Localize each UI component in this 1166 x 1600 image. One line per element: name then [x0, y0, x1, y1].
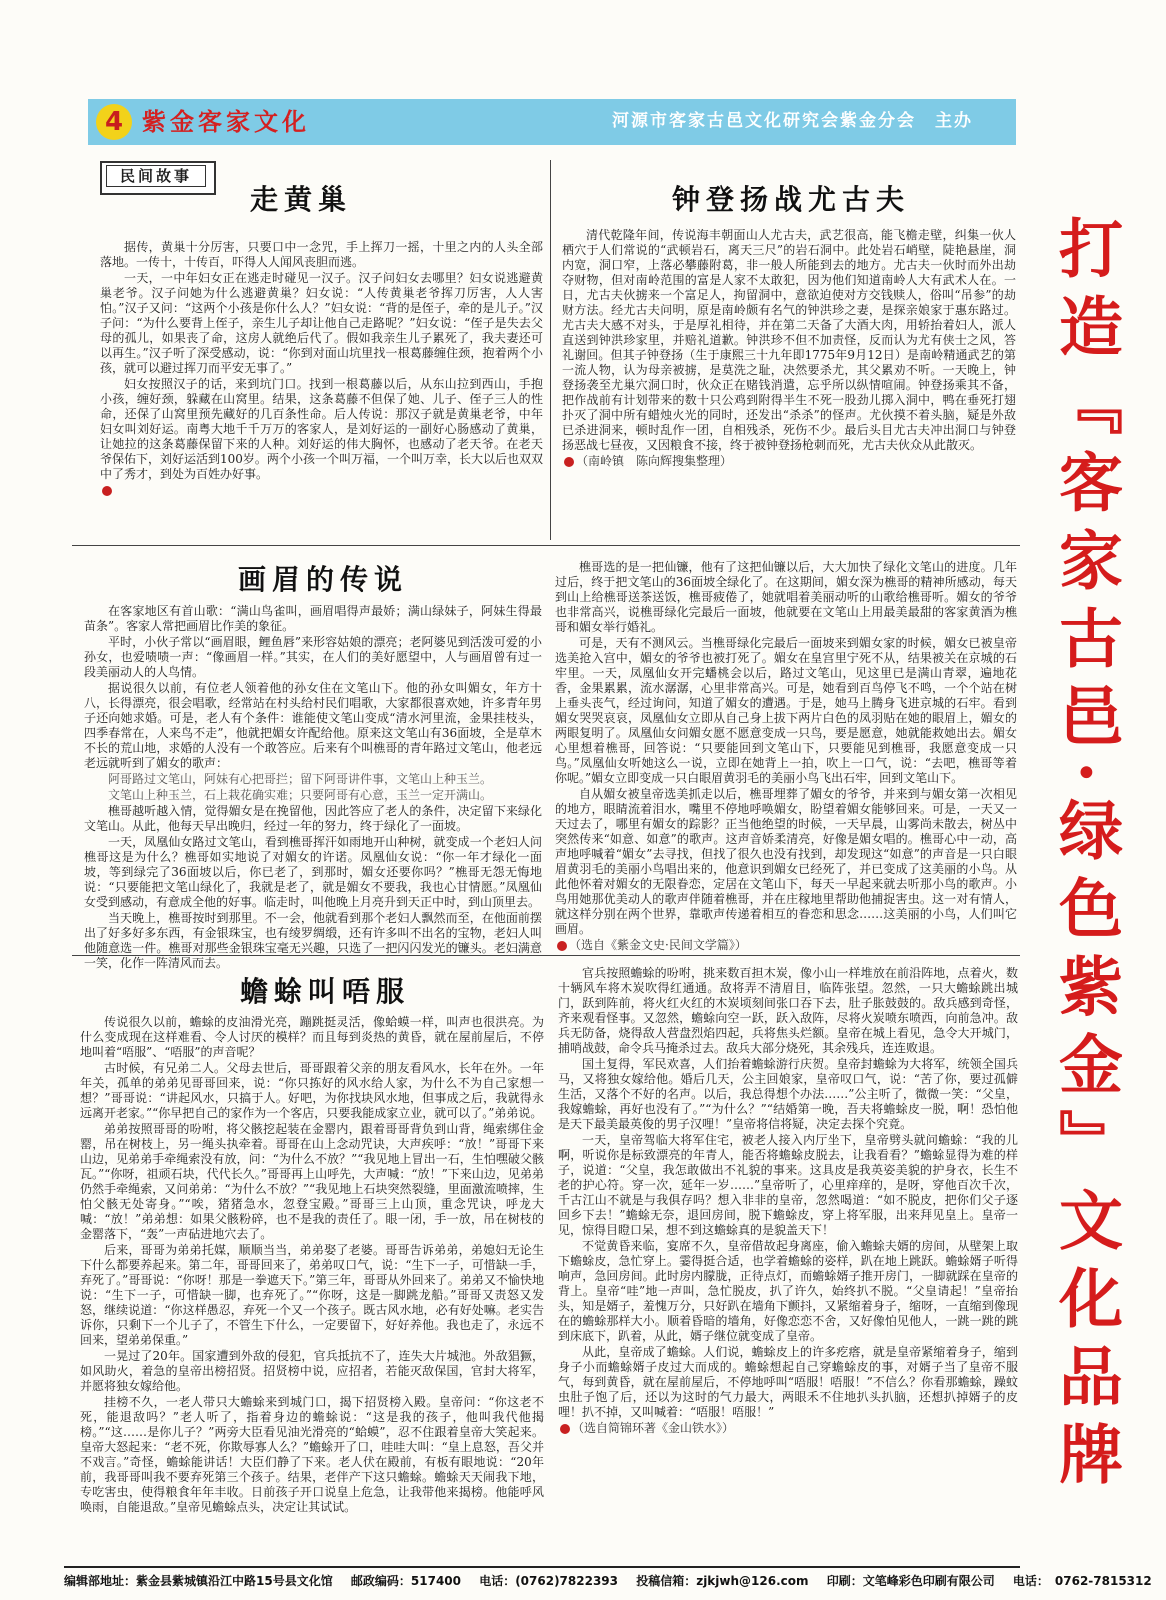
- article-body-huamei-left: [84, 604, 542, 972]
- footer: [64, 1570, 1152, 1592]
- paragraph: 弟弟按照哥哥的吩咐，将父骸挖起装在金罂内，跟着哥哥背负到山背，绳索绑住金罂，吊在树枝上，另一绳头执牵着。哥哥在山上念动咒诀，大声疾呼：“放！”哥哥下来山边，见弟弟手牵绳索没有放，问：“为什么不放？”“我见地上冒出一石，生怕嘿破父骸瓦。”“你呀，祖顽石块，代代长久。”哥哥再上山呼先，大声喊：“放！”下来山边，见弟弟仍然手牵绳索，又问弟弟：“为什么不放？”“我见地上石块突然裂缝，里面激流喷摔，生怕父骸无处寄身。”“唉，猪猪急水，忽登宝殿。”哥哥三上山顶，重念咒诀，呼龙大喊：“放！”弟弟想：如果父骸粉碎，也不是我的责任了。眼一闭，手一放，吊在树枝的金罂落下，“轰”一声砧进地穴去了。: [80, 1122, 544, 1241]
- article-body-chanchu-left: [80, 1015, 544, 1516]
- paragraph: 据说很久以前，有位老人领着他的孙女住在文笔山下。他的孙女叫媚女，年方十八，长得漂亮，很会唱歌，经常站在村头给村民们唱歌，大家都很喜欢她，许多青年男子还向她求婚。可是，老人有个条件：谁能使文笔山变成“清水河里流，金果挂枝头，四季春常在，人来鸟不走”，他就把媚女许配给他。原来这文笔山有36面坡，全是草木不长的荒山地，求婚的人没有一个敢答应。后来有个叫樵哥的青年路过文笔山，他老远老远就听到了媚女的歌声：: [84, 681, 542, 770]
- paragraph: 一晃过了20年。国家遭到外敌的侵犯，官兵抵抗不了，连失大片城池。外敌猖獗，如风助火，着急的皇帝出榜招贤。招贤榜中说，应招者，若能灭敌保国，官封大将军，并愿将独女嫁给他。: [80, 1349, 544, 1393]
- article-body-huamei-right: [555, 560, 1017, 953]
- footer-email: 投稿信箱：zjkjwh@126.com: [636, 1574, 809, 1588]
- page-title: 紫金客家文化: [142, 107, 310, 136]
- footer-printer: 印刷：文笔峰彩色印刷有限公司: [826, 1574, 995, 1588]
- footer-phone: 电话：(0762)7822393: [479, 1574, 619, 1588]
- paragraph: 当天晚上，樵哥按时到那里。不一会，他就看到那个老妇人飘然而至，在他面前摆出了好多好多东西，有金银珠宝，也有绫罗绸缎，还有许多叫不出名的宝物，老妇人叫他随意选一件。樵哥对那些金银珠宝毫无兴趣，只选了一把闪闪发光的镰头。老妇满意一笑，化作一阵清风而去。: [84, 911, 542, 970]
- column-divider-top: [550, 160, 551, 540]
- paragraph: 平时，小伙子常以“画眉眼，鲤鱼唇”来形容姑娘的漂亮；老阿婆见到活泼可爱的小孙女，也爱啧啧一声：“像画眉一样。”其实，在人们的美好愿望中，人与画眉曾有过一段美丽动人的人鸟情。: [84, 635, 542, 679]
- paragraph: 传说很久以前，蟾蜍的皮油滑光亮，蹦跳挺灵活，像蛤蟆一样，叫声也很洪亮。为什么变成现在这样难看、令人讨厌的模样？而且每到炎热的黄昏，就在屋前屋后，不停地叫着“唔服”、“唔服”的声音呢？: [80, 1015, 544, 1059]
- paragraph: 一天，皇帝驾临大将军住宅，被老人接入内厅坐下，皇帝劈头就问蟾蜍：“我的儿啊，听说你是标致漂亮的年青人，能否将蟾蜍皮脱去，让我看看？”蟾蜍显得为难的样子，说道：“父皇，我怎敢做出不礼貌的事来。这具皮是我英姿美貌的护身衣，长生不老的护心符。穿一次，延年一岁……”皇帝听了，心里痒痒的，是呀，穿他百次千次，千古江山不就是与我俱存吗？想入非非的皇帝，忽然喝道：“如不脱皮，把你们父子逐回乡下去！”蟾蜍无奈，退回房间，脱下蟾蜍皮，穿上将军服，出来拜见皇上。皇帝一见，惊得目瞪口呆，想不到这蟾蜍真的是貌盖天下！: [558, 1133, 1018, 1237]
- paragraph: 自从媚女被皇帝选美抓走以后，樵哥埋葬了媚女的爷爷，并来到与媚女第一次相见的地方，眼睛流着泪水，嘴里不停地呼唤媚女，盼望着媚女能够回来。可是，一天又一天过去了，哪里有媚女的踪影？正当他绝望的时候，一天早晨，山雾尚未散去，树丛中突然传来“如意、如意”的歌声。这声音娇柔清亮，好像是媚女唱的。樵哥心中一动，高声地呼喊着“媚女”去寻找，但找了很久也没有找到，却发现这“如意”的声音是一只白眼眉黄羽毛的美丽小鸟唱出来的，他意识到媚女已经死了，并已变成了这美丽的小鸟。从此他怀着对媚女的无限眷恋，定居在文笔山下，每天一早起来就去听那小鸟的歌声。小鸟用她那优美动人的歌声伴随着樵哥，并在庄稼地里帮助他捕捉害虫。这一对有情人，就这样分别在两个世界，靠歌声传递着相互的眷恋和思念……这美丽的小鸟，人们叫它画眉。: [555, 787, 1017, 936]
- margin-slogan: 打造『客家古邑·绿色紫金』文化品牌: [1048, 215, 1123, 1500]
- end-mark-icon: [560, 1424, 570, 1434]
- footer-rule: [64, 1566, 1020, 1568]
- paragraph: 一天，凤凰仙女路过文笔山，看到樵哥挥汗如雨地开山种树，就变成一个老妇人问樵哥这是为什么？樵哥如实地说了对媚女的许诺。凤凰仙女说：“你一年才绿化一面坡，等到绿完了36面坡以后，你已老了，到那时，媚女还要你吗？”樵哥无怨无悔地说：“只要能把文笔山绿化了，我就是老了，就是媚女不要我，我也心甘情愿。”凤凰仙女受到感动，有意成全他的好事。临走时，叫他晚上月亮升到天正中时，到山顶里去。: [84, 835, 542, 909]
- end-mark-icon: [557, 941, 567, 951]
- organizer-line: 河源市客家古邑文化研究会紫金分会 主办: [612, 111, 973, 131]
- article-body-zouhuangchao: [100, 240, 543, 498]
- paragraph: 挂榜不久，一老人带只大蟾蜍来到城门口，揭下招贤榜入殿。皇帝问：“你这老不死，能退敌吗？”老人听了，指着身边的蟾蜍说：“这是我的孩子，他叫我代他揭榜。”“这……是你儿子？”两旁大臣看见油光滑亮的“蛤蟆”，忍不住跟着皇帝大笑起来。皇帝大怒起来：“老不死，你欺辱寡人么？”蟾蜍开了口，哇哇大叫：“皇上息怒，吾父并不戏言。”奇怪，蟾蜍能讲话！大臣们静了下来。老人伏在殿前，有板有眼地说：“20年前，我哥哥叫我不要弃死第三个孩子。结果，老伴产下这只蟾蜍。蟾蜍天天闹我下地，专吃害虫，使得粮食年年丰收。日前孩子开口说皇上危急，让我带他来揭榜。他能呼风唤雨，自能退敌。”皇帝见蟾蜍点头，决定让其试试。: [80, 1395, 544, 1514]
- paragraph: 可是，天有不测风云。当樵哥绿化完最后一面坡来到媚女家的时候，媚女已被皇帝选美抢入宫中，媚女的爷爷也被打死了。媚女在皇宫里宁死不从，结果被关在京城的石牢里。一天，凤凰仙女开完蟠桃会以后，路过文笔山，见这里已是满山青翠，遍地花香，金果累累，流水潺潺，心里非常高兴。可是，她看到百鸟停飞不鸣，一个个站在树上垂头丧气，经过询问，知道了媚女的遭遇。于是，她马上腾身飞进京城的石牢。看到媚女哭哭哀哀，凤凰仙女立即从自己身上拔下两片白色的凤羽贴在她的眼眉上，媚女的两眼复明了。凤凰仙女问媚女愿不愿意变成一只鸟，要是愿意，她就能救她出去。媚女心里想着樵哥，回答说：“只要能回到文笔山下，只要能见到樵哥，我愿意变成一只鸟。”凤凰仙女听她这么一说，立即在她背上一拍，吹上一口气，说：“去吧，樵哥等着你呢。”媚女立即变成一只白眼眉黄羽毛的美丽小鸟飞出石牢，回到文笔山下。: [555, 636, 1017, 785]
- section-divider-1: [72, 545, 550, 546]
- paragraph: 不觉黄昏来临，宴席不久，皇帝借故起身离座，偷入蟾蜍夫婿的房间，从壁架上取下蟾蜍皮，急忙穿上。霎得挺合适，也学着蟾蜍的姿样，趴在地上跳跃。蟾蜍婿子听得响声，急回房间。此时房内朦胧，正待点灯，而蟾蜍婿子推开房门，一脚就踩在皇帝的背上。皇帝“哇”地一声叫，急忙脱皮，扒了许久，始终扒不脱。“父皇请起！”皇帝抬头，知是婿子，羞愧万分，只好趴在墙角下颤抖，又紧缩着身子，缩呀，一直缩到像现在的蟾蜍那样大小。顺着昏暗的墙角，好像恋恋不舍，又好像怕见他人，一跳一跳的跳到床底下，趴着，从此，婿子继位就变成了皇帝。: [558, 1239, 1018, 1343]
- paragraph: 后来，哥哥为弟弟托媒，顺顺当当，弟弟娶了老婆。哥哥告诉弟弟，弟媳妇无论生下什么都要养起来。第二年，哥哥回来了，弟弟叹口气，说：“生下一子，可惜缺一手，弃死了。”哥哥说：“你呀！那是一拳遮天下。”第三年，哥哥从外回来了。弟弟又不愉快地说：“生下一子，可惜缺一脚，也弃死了。”“你呀，这是一脚跳龙船。”哥哥又责怒又发怒，继续说道：“你这样愚忍，弃死一个又一个孩子。既古风水地，必有好处嘛。老实告诉你，只剩下一个儿子了，不管生下什么，一定要留下，好好养他。我也走了，永远不回来，望弟弟保重。”: [80, 1243, 544, 1347]
- paragraph: 樵哥越听越入情，觉得媚女是在挽留他，因此答应了老人的条件，决定留下来绿化文笔山。从此，他每天早出晚归，经过一年的努力，终于绿化了一面坡。: [84, 804, 542, 833]
- verse-line: 阿哥路过文笔山，阿妹有心把哥拦；留下阿哥讲件事，文笔山上种玉兰。: [108, 772, 493, 786]
- article-title-chanchu: 蟾蜍叫唔服: [240, 975, 411, 1008]
- article-body-zhongdengyang: [562, 228, 1016, 469]
- paragraph: 在客家地区有首山歌：“满山鸟雀叫，画眉唱得声最娇；满山绿妹子，阿妹生得最苗条”。客家人常把画眉比作美的象征。: [84, 604, 542, 633]
- footer-address: 编辑部地址：紫金县紫城镇沿江中路15号县文化馆: [64, 1574, 333, 1588]
- paragraph: 一天，一中年妇女正在逃走时碰见一汉子。汉子问妇女去哪里？妇女说逃避黄巢老爷。汉子问她为什么逃避黄巢？妇女说：“人传黄巢老爷挥刀厉害，人人害怕。”汉子又问：“这两个小孩是你什么人？”妇女说：“背的是侄子，牵的是儿子。”汉子问：“为什么要背上侄子，亲生儿子却让他自己走路呢？”妇女说：“侄子是失去父母的孤儿，如果丧了命，这房人就绝后代了。假如我亲生儿子累死了，我夫妻还可以再生。”汉子听了深受感动，说：“你到对面山坑里找一根葛藤缠住颈，抱着两个小孩，就可以避过挥刀而平安无事了。”: [100, 271, 543, 375]
- paragraph: 官兵按照蟾蜍的吩咐，挑来数百担木炭，像小山一样堆放在前沿阵地，点着火，数十辆风车将木炭吹得红通通。敌将弄不清眉目，临阵张望。忽然，一只大蟾蜍跳出城门，跃到阵前，将火红火红的木炭顷刻间张口吞下去，肚子胀鼓鼓的。敌兵感到奇怪，齐来观看怪事。又忽然，蟾蜍向空一跃，跃入敌阵，尽将火炭喷东喷西，向前急冲。敌兵无防备，烧得敌人营盘烈焰四起，兵将焦头烂额。皇帝在城上看见，急令大开城门，捕哨战鼓，命令兵马掩杀过去。敌兵大部分烧死，其余残兵，连连败退。: [558, 966, 1018, 1055]
- end-mark-icon: [102, 486, 112, 496]
- credit: （选自简锦环著《金山铁水》）: [572, 1421, 735, 1435]
- article-title-zouhuangchao: 走黄巢: [250, 183, 353, 216]
- column-badge: 民间故事: [106, 165, 206, 187]
- article-title-huamei: 画眉的传说: [238, 563, 409, 596]
- page-number: 4: [96, 104, 132, 140]
- paragraph: 清代乾隆年间，传说海丰朝面山人尤古夫，武艺很高，能飞檐走壁，纠集一伙人栖穴于人们常说的“武顿岩石，离天三尺”的岩石洞中。此处岩石峭壁，陡艳悬崖，洞内宽，洞口窄，上落必攀藤附葛，非一般人所能到去的地方。尤古夫一伙时而外出劫夺财物，但对南岭范围的富是人家不太敢犯，因为他们知道南岭人大有武术人在。一日，尤古夫伙掳来一个富足人，拘留洞中，意欲迫使对方交钱赎人，俗叫“吊参”的劫财方法。经尤古夫问明，原是南岭颇有名气的钟洪珍之妻，是探亲娘家于惠东路过。尤古夫大感不对头，于是厚礼相待，并在第二天备了大酒大肉，用轿抬着妇人，派人直送到钟洪珍家里，并赔礼道歉。钟洪珍不但不加责怪，反而认为尤有侠士之风，答礼谢回。但其子钟登扬（生于康熙三十九年即1775年9月12日）是南岭精通武艺的第一流人物，认为母亲被掳，是莫洗之耻，决然要杀尤，其父累劝不听。一天晚上，钟登扬袭至尤巢穴洞口时，伙众正在赌钱消遣，忘乎所以纵情喧闹。钟登扬乘其不备，把作战前有计划带来的数十只公鸡到附得半生不死一股劲儿掷入洞中，鸭在垂死打翅扑灭了洞中所有蜡烛火光的同时，还发出“杀杀”的怪声。尤伙摸不着头脑，疑是外敌已杀进洞来，顿时乱作一团，自相残杀，死伤不少。最后头目尤古夫冲出洞口与钟登扬恶战七昼夜，又因粮食不接，终于被钟登扬枪刺而死，尤古夫伙众从此散灭。: [562, 228, 1016, 452]
- footer-postcode: 邮政编码：517400: [350, 1574, 461, 1588]
- paragraph: 从此，皇帝成了蟾蜍。人们说，蟾蜍皮上的许多疙瘩，就是皇帝紧缩着身子，缩到身子小而蟾蜍婿子皮过大而成的。蟾蜍想起自己穿蟾蜍皮的事，对婿子当了皇帝不服气，每到黄昏，就在屋前屋后，不停地呼叫“唔服！唔服！”不信么？你看那蟾蜍，躁蚊虫肚子饱了后，还以为这时的气力最大，两眼禾不住地扒头扒脑，还想扒掉婿子的皮哩！扒不掉，又叫喊着：“唔服！唔服！”: [558, 1345, 1018, 1419]
- verse-line: 文笔山上种玉兰，石上栽花确实难；只要阿哥有心意，玉兰一定开满山。: [108, 788, 493, 802]
- article-title-zhongdengyang: 钟登扬战尤古夫: [672, 183, 911, 216]
- paragraph: 国土复得，军民欢喜，人们抬着蟾蜍游行庆贺。皇帝封蟾蜍为大将军，统领全国兵马，又将独女嫁给他。婚后几天，公主回娘家，皇帝叹口气，说：“苦了你，要过孤僻生活，又落个不好的名声。以后，我总得想个办法……”公主听了，微微一笑：“父皇，我嫁蟾蜍，再好也没有了。”“为什么？”“结婚第一晚，吾夫将蟾蜍皮一脱，啊！恐怕他是天下最美最英俊的男子汉哩！”皇帝将信将疑，决定去探个究竟。: [558, 1057, 1018, 1131]
- section-divider-1b: [550, 545, 1020, 546]
- paragraph: 樵哥选的是一把仙镰，他有了这把仙镰以后，大大加快了绿化文笔山的进度。几年过后，终于把文笔山的36面坡全绿化了。在这期间，媚女深为樵哥的精神所感动，每天到山上给樵哥送茶送饭，樵哥疲倦了，她就唱着美丽动听的山歌给樵哥听。媚女的爷爷也非常高兴，说樵哥绿化完最后一面坡，他就要在文笔山上用最美最甜的客家黄酒为樵哥和媚女举行婚礼。: [555, 560, 1017, 634]
- paragraph: 古时候，有兄弟二人。父母去世后，哥哥跟着父亲的朋友看风水，长年在外。一年年关，孤单的弟弟见哥哥回来，说：“你只拣好的风水给人家，为什么不为自己家想一想？”哥哥说：“讲起风水，只搞于人。好吧，为你找块风水地，但事成之后，我就得永远离开老家。”“你早把自己的家作为一个客店，只要我能成家立业，就可以了。”弟弟说。: [80, 1061, 544, 1120]
- footer-printer-phone: 电话： 0762-7815312: [1012, 1574, 1152, 1588]
- end-mark-icon: [564, 457, 574, 467]
- credit: （选自《紫金文史·民间文学篇》）: [569, 938, 747, 952]
- paragraph: 据传，黄巢十分厉害，只要口中一念咒，手上挥刀一摇，十里之内的人头全部落地。一传十，十传百，吓得人人闻风丧胆而逃。: [100, 240, 543, 269]
- article-body-chanchu-right: [558, 966, 1018, 1436]
- credit: （南岭镇 陈向辉搜集整理）: [576, 454, 733, 468]
- paragraph: 妇女按照汉子的话，来到坑门口。找到一根葛藤以后，从东山拉到西山，手抱小孩，缠好颈，躲藏在山窝里。结果，这条葛藤不但保了她、儿子、侄子三人的性命，还保了山窝里预先藏好的几百条性命。后人传说：那汉子就是黄巢老爷，中年妇女叫刘好运。南粤大地千千万万的客家人，是刘好运的一副好心肠感动了黄巢，让她拉的这条葛藤保留下来的人种。刘好运的伟大胸怀，也感动了老天爷。在老天爷保佑下，刘好运活到100岁。两个小孩一个叫万福，一个叫万幸，长大以后也双双中了秀才，到处为百姓办好事。: [100, 377, 543, 481]
